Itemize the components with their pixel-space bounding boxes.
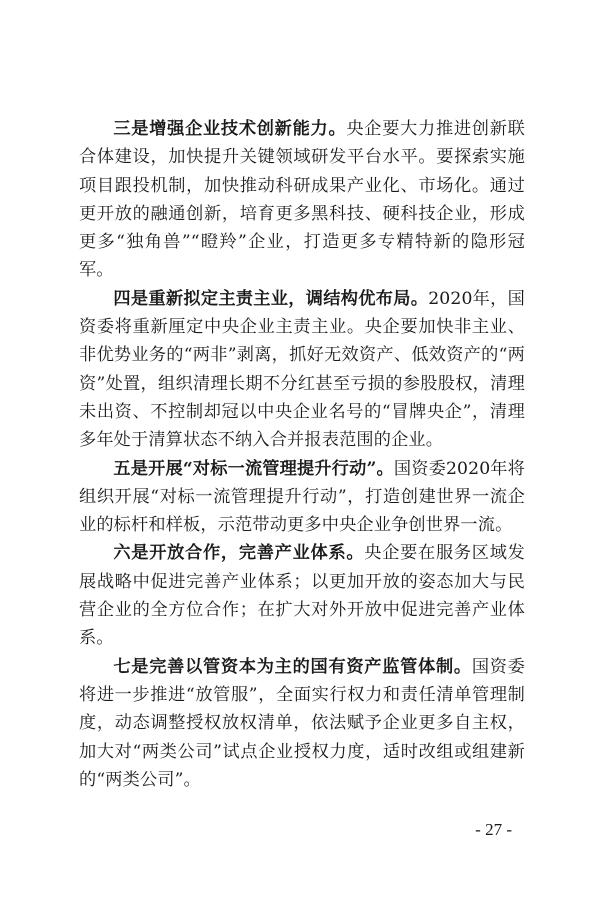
paragraph-body: 央企要大力推进创新联合体建设，加快提升关键领域研发平台水平。要探索实施项目跟投机制，加快推动科研成果产业化、市场化。通过更开放的融通创新，培育更多黑科技、硬科技企业，形成更多“独角兽”“瞪羚”企业，打造更多专精特新的隐形冠军。: [79, 119, 525, 281]
paragraph-core-business: [79, 285, 525, 455]
paragraph-lead: 三是增强企业技术创新能力。: [113, 119, 347, 139]
paragraph-body: 国资委将进一步推进“放管服”，全面实行权力和责任清单管理制度，动态调整授权放权清单，依法赋予企业更多自主权，加大对“两类公司”试点企业授权力度，适时改组或组建新的“两类公司”。: [79, 656, 525, 790]
paragraph-body: 国资委2020年将组织开展“对标一流管理提升行动”，打造创建世界一流企业的标杆和样板，示范带动更多中央企业争创世界一流。: [79, 458, 526, 536]
paragraph-capital-supervision: [79, 653, 525, 794]
page-number: - 27 -: [475, 820, 512, 839]
paragraph-tech-innovation: [79, 115, 525, 285]
paragraph-benchmarking: [79, 455, 525, 540]
paragraph-lead: 五是开展“对标一流管理提升行动”。: [113, 458, 394, 479]
paragraph-body: 2020年，国资委将重新厘定中央企业主责主业。央企要加快非主业、非优势业务的“两非”剥离，抓好无效资产、低效资产的“两资”处置，组织清理长期不分红甚至亏损的参股股权，清理未出资、不控制却冠以中央企业名号的“冒牌央企”，清理多年处于清算状态不纳入合并报表范围的企业。: [79, 288, 525, 451]
paragraph-lead: 六是开放合作，完善产业体系。: [113, 543, 365, 564]
paragraph-open-cooperation: [79, 539, 525, 652]
paragraph-lead: 四是重新拟定主责主业，调结构优布局。: [113, 288, 429, 309]
paragraph-body: 央企要在服务区域发展战略中促进完善产业体系；以更加开放的姿态加大与民营企业的全方位合作；在扩大对外开放中促进完善产业体系。: [79, 543, 525, 649]
paragraph-lead: 七是完善以管资本为主的国有资产监管体制。: [113, 656, 472, 677]
body-text: [79, 115, 525, 794]
